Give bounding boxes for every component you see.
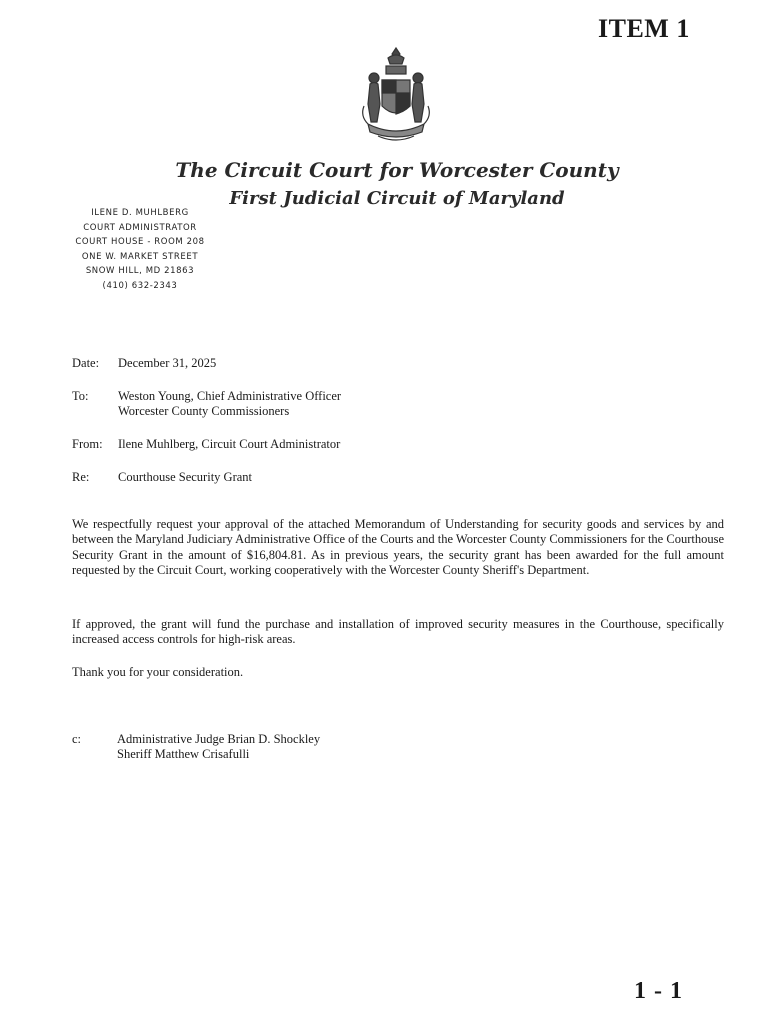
admin-street: ONE W. MARKET STREET [81,251,199,262]
closing-line: Thank you for your consideration. [72,665,244,679]
body-paragraph-1: We respectfully request your approval of the attached Memorandum of Understanding for security goods and services by and between the Maryland Judiciary Administrative Office of the Courts and the Worcester County Commissioners for the Courthouse Security Grant in the amount of $16,804.81. As in previous years, the security grant has been awarded for the full amount requested by the Circuit Court, working cooperatively with the Worcester County Sheriff's Department. [72,517,724,578]
from-label: From: [72,437,103,451]
cc-recipient-2: Sheriff Matthew Crisafulli [117,747,250,761]
page-number: 1 - 1 [634,978,683,1004]
body-paragraph-2: If approved, the grant will fund the purchase and installation of improved security measures in the Courthouse, specifically increased access controls for high-risk areas. [72,617,724,647]
maryland-state-seal-icon [348,44,444,152]
to-recipient: Weston Young, Chief Administrative Officer [118,389,342,403]
to-label: To: [72,389,89,403]
date-value: December 31, 2025 [118,356,217,370]
court-name: The Circuit Court for Worcester County [175,158,619,182]
admin-title: COURT ADMINISTRATOR [83,222,197,233]
re-value: Courthouse Security Grant [118,470,253,484]
circuit-name: First Judicial Circuit of Maryland [229,188,565,209]
cc-label: c: [72,732,82,746]
re-label: Re: [72,470,90,484]
admin-room: COURT HOUSE - ROOM 208 [75,237,205,247]
admin-city: SNOW HILL, MD 21863 [85,266,195,276]
admin-name: ILENE D. MUHLBERG [91,208,189,218]
date-label: Date: [72,356,100,370]
to-organization: Worcester County Commissioners [118,404,290,418]
administrator-address-block [60,206,220,293]
admin-phone: (410) 632-2343 [102,280,178,291]
cc-recipient-1: Administrative Judge Brian D. Shockley [117,732,321,746]
from-value: Ilene Muhlberg, Circuit Court Administrator [118,437,341,451]
item-label: ITEM 1 [598,14,690,43]
